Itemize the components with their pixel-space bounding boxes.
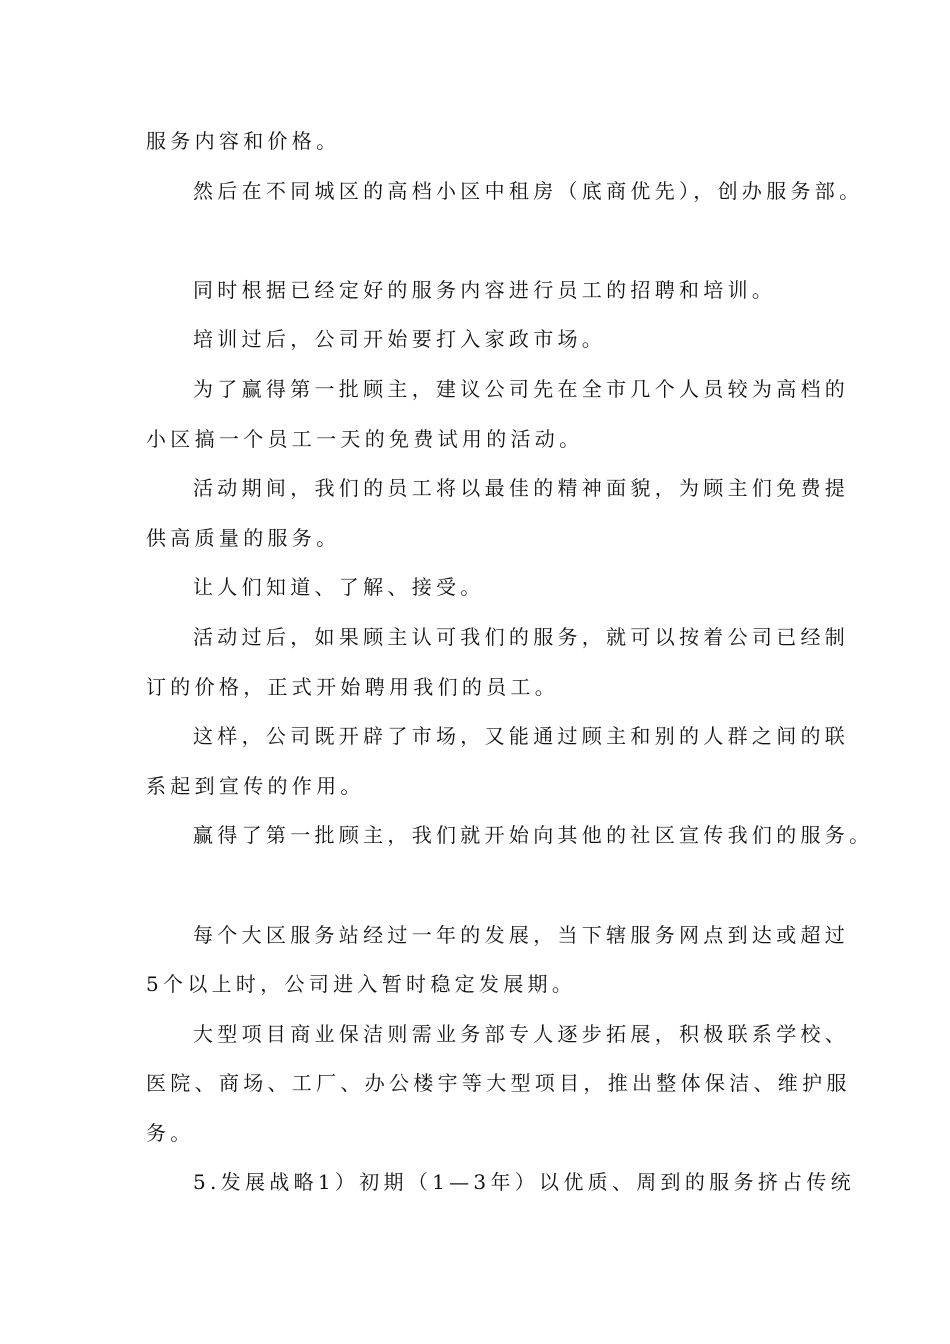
text-line: 系起到宣传的作用。 — [146, 773, 365, 798]
paragraph-start-line: 同时根据已经定好的服务内容进行员工的招聘和培训。 — [193, 277, 777, 302]
text-line: 医院、商场、工厂、办公楼宇等大型项目，推出整体保洁、维护服 — [146, 1071, 851, 1096]
paragraph-start-line: 培训过后，公司开始要打入家政市场。 — [193, 327, 607, 352]
paragraph-start-line: 大型项目商业保洁则需业务部专人逐步拓展，积极联系学校、 — [193, 1021, 850, 1046]
text-line: 订的价格，正式开始聘用我们的员工。 — [146, 674, 560, 699]
paragraph-start-line: 活动期间，我们的员工将以最佳的精神面貌，为顾主们免费提 — [193, 476, 850, 501]
text-line: 小区搞一个员工一天的免费试用的活动。 — [146, 426, 584, 451]
text-line: 务。 — [146, 1120, 195, 1145]
paragraph-start-line: 然后在不同城区的高档小区中租房（底商优先），创办服务部。 — [193, 178, 864, 203]
paragraph-start-line: 让人们知道、了解、接受。 — [193, 575, 485, 600]
document-page — [146, 117, 874, 1208]
paragraph-start-line: 这样，公司既开辟了市场，又能通过顾主和别的人群之间的联 — [193, 724, 850, 749]
paragraph-start-line: 赢得了第一批顾主，我们就开始向其他的社区宣传我们的服务。 — [193, 823, 874, 848]
text-line: 5个以上时，公司进入暂时稳定发展期。 — [146, 972, 577, 997]
text-line: 供高质量的服务。 — [146, 525, 341, 550]
text-line: 服务内容和价格。 — [146, 129, 341, 153]
paragraph-start-line: 活动过后，如果顾主认可我们的服务，就可以按着公司已经制 — [193, 624, 850, 649]
blank-line — [146, 861, 836, 911]
paragraph-start-line: 为了赢得第一批顾主，建议公司先在全市几个人员较为高档的 — [193, 376, 850, 401]
paragraph-start-line: 5.发展战略1）初期（1—3年）以优质、周到的服务挤占传统 — [193, 1170, 855, 1195]
blank-line — [146, 216, 836, 266]
paragraph-start-line: 每个大区服务站经过一年的发展，当下辖服务网点到达或超过 — [193, 922, 850, 947]
